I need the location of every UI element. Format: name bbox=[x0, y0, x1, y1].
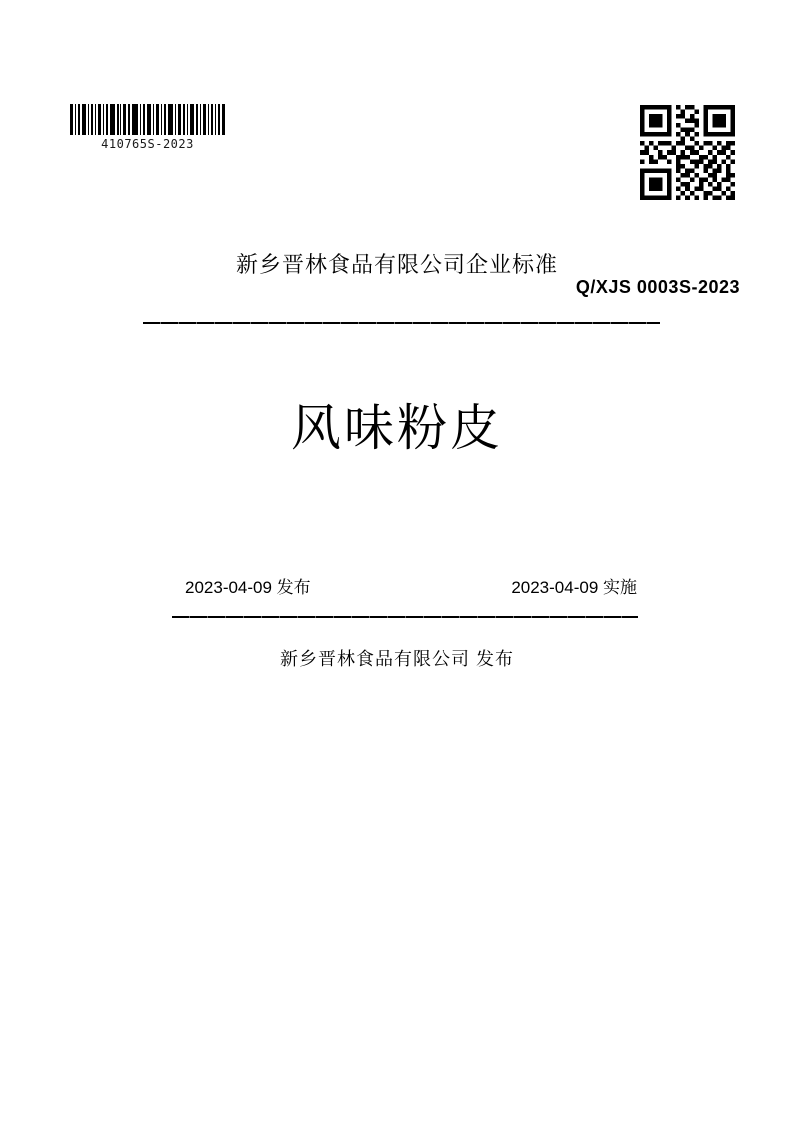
barcode-icon bbox=[70, 104, 225, 135]
publisher-line: 新乡晋林食品有限公司 发布 bbox=[280, 649, 514, 669]
standard-number: Q/XJS 0003S-2023 bbox=[575, 277, 740, 297]
top-divider-line bbox=[143, 322, 660, 324]
qr-code bbox=[640, 105, 735, 200]
barcode-number: 410765S-2023 bbox=[101, 137, 194, 151]
document-title: 风味粉皮 bbox=[291, 400, 503, 456]
publish-date: 2023-04-09 发布 bbox=[185, 578, 311, 597]
enterprise-standard-title: 新乡晋林食品有限公司企业标准 bbox=[235, 252, 558, 277]
dates-row bbox=[185, 573, 637, 598]
barcode bbox=[70, 104, 225, 151]
qr-code-icon bbox=[640, 105, 735, 200]
implement-date: 2023-04-09 实施 bbox=[511, 578, 637, 597]
bottom-divider-line bbox=[172, 616, 638, 618]
